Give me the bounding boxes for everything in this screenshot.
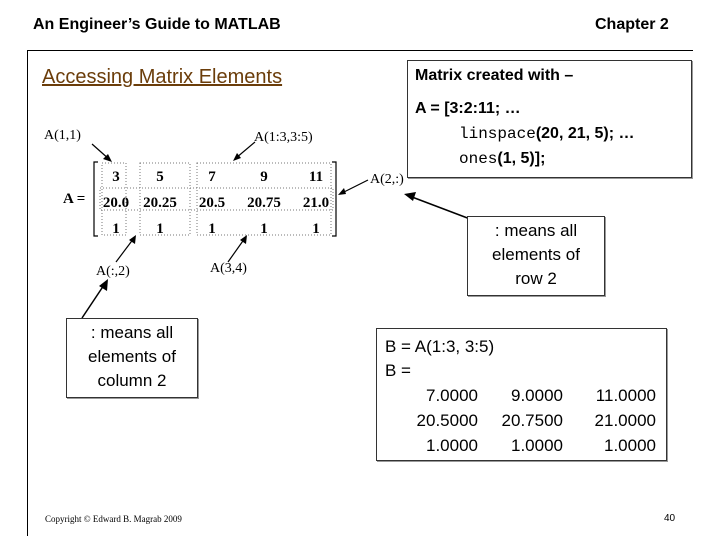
matrix-cell: 20.0 [102,194,130,211]
label-colon-a2: A(:,2) [96,264,130,279]
matrix-cell: 5 [156,168,164,185]
matrix-cell: 9 [260,168,268,185]
result-cell: 7.0000 [426,385,478,405]
note-col-line-2: elements of [88,347,176,366]
result-cell: 20.5000 [416,410,478,430]
result-var: B = [385,361,411,380]
result-table [391,383,657,458]
result-row [391,383,657,408]
note-row-line-2: elements of [492,245,580,264]
label-a2-colon: A(2,:) [370,172,404,187]
result-cell: 20.7500 [501,410,563,430]
matrix-name: A = [63,191,86,207]
code-line-1: A = [3:2:11; … [415,100,521,117]
book-title: An Engineer’s Guide to MATLAB [33,16,281,33]
result-box [376,328,667,461]
note-col-line-1: : means all [90,323,174,342]
slide-title: Accessing Matrix Elements [42,66,283,88]
chapter-label: Chapter 2 [595,16,669,33]
note-col-line-3: column 2 [97,371,167,390]
matrix-cell: 1 [112,220,120,237]
label-a1-335: A(1:3,3:5) [254,130,313,145]
matrix-cell: 1 [208,220,216,237]
result-cell: 1.0000 [426,435,478,455]
matrix-cell: 3 [112,168,120,185]
result-row [391,408,657,433]
linspace-keyword: linspace [459,125,536,143]
result-cell: 9.0000 [511,385,563,405]
result-cell: 21.0000 [594,410,656,430]
result-cell: 1.0000 [511,435,563,455]
result-cell: 1.0000 [604,435,656,455]
linspace-args: (20, 21, 5); … [535,125,635,142]
matrix-cell: 1 [312,220,320,237]
result-cell: 11.0000 [595,385,656,405]
result-command: B = A(1:3, 3:5) [385,337,495,356]
label-a34: A(3,4) [210,261,247,276]
copyright: Copyright © Edward B. Magrab 2009 [45,514,182,524]
ones-args: (1, 5)]; [497,150,546,167]
matrix-cell: 21.0 [302,194,330,211]
matrix-cell: 1 [260,220,268,237]
code-intro: Matrix created with – [415,67,574,84]
matrix-cell: 20.25 [143,194,177,211]
note-row-line-3: row 2 [515,269,557,288]
matrix-cell: 20.5 [198,194,226,211]
ones-keyword: ones [459,150,498,168]
label-a11: A(1,1) [44,128,81,143]
matrix-cell: 7 [208,168,216,185]
note-row [467,216,605,296]
note-column [66,318,198,398]
matrix-cell: 1 [156,220,164,237]
matrix-cell: 11 [308,168,324,185]
page-number: 40 [664,513,676,524]
result-row [391,433,657,458]
matrix-cell: 20.75 [247,194,281,211]
note-row-line-1: : means all [494,221,578,240]
